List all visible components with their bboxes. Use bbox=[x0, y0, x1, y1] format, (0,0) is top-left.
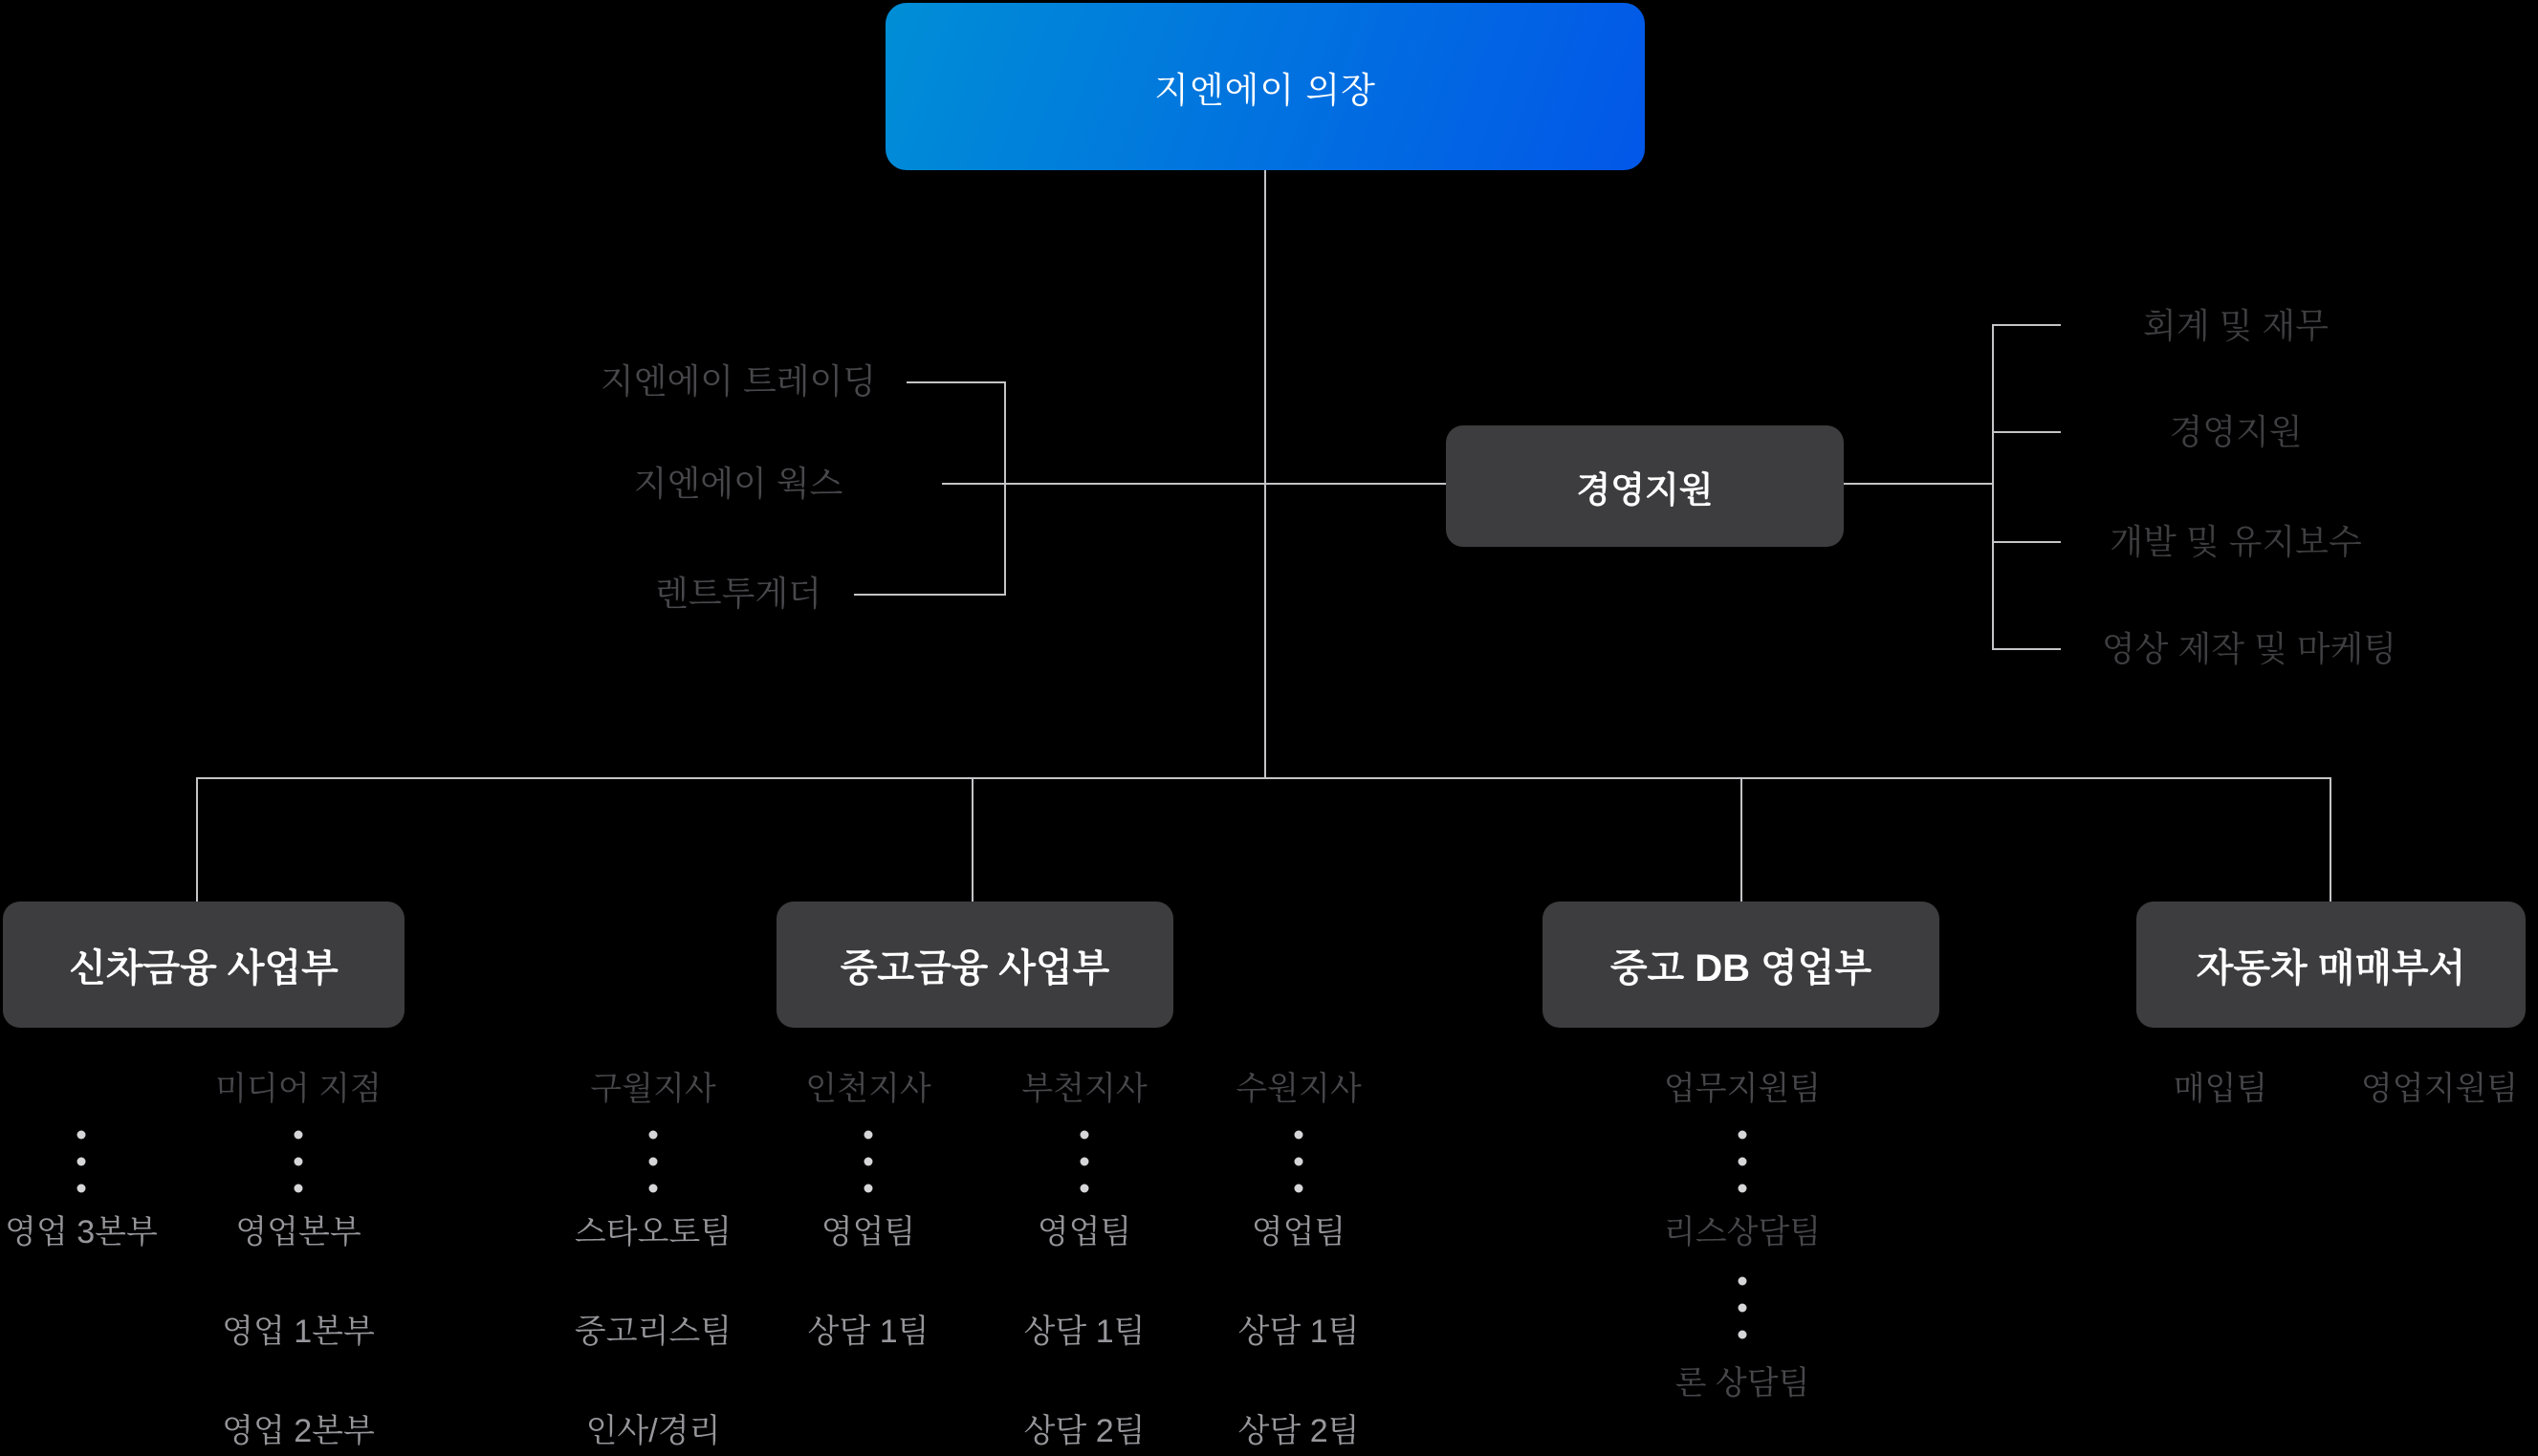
function-accounting-label: 회계 및 재무 bbox=[2143, 306, 2329, 345]
team-label: 영업팀 bbox=[1251, 1214, 1346, 1250]
division-used-db-sales-label: 중고 DB 영업부 bbox=[1609, 946, 1872, 989]
ellipsis-dots bbox=[295, 1131, 303, 1193]
team-biz-support-label: 업무지원팀 bbox=[1663, 1071, 1822, 1107]
team-label: 중고리스팀 bbox=[574, 1314, 733, 1350]
left-bracket-line bbox=[1004, 381, 1006, 596]
chairman-node[interactable] bbox=[886, 3, 1645, 170]
ellipsis-dots bbox=[864, 1131, 873, 1193]
team-label: 상담 1팀 bbox=[1023, 1314, 1146, 1350]
right-stub-1 bbox=[1992, 324, 2061, 326]
right-stub-4 bbox=[1992, 648, 2061, 650]
team-label: 영업본부 bbox=[235, 1214, 361, 1250]
drop-line-3 bbox=[1740, 777, 1742, 902]
branch-guwol-label: 구월지사 bbox=[590, 1071, 716, 1107]
chairman-label: 지엔에이 의장 bbox=[1154, 70, 1376, 110]
drop-line-4 bbox=[2330, 777, 2331, 902]
branch-bucheon-label: 부천지사 bbox=[1021, 1071, 1148, 1107]
mgmt-left-line bbox=[942, 483, 1448, 485]
trunk-line bbox=[1264, 170, 1266, 778]
branch-incheon-label: 인천지사 bbox=[805, 1071, 931, 1107]
team-label: 상담 1팀 bbox=[1237, 1314, 1360, 1350]
management-support-label: 경영지원 bbox=[1576, 469, 1714, 510]
team-label: 상담 1팀 bbox=[807, 1314, 930, 1350]
function-mgmt-support-label: 경영지원 bbox=[2169, 412, 2303, 451]
team-label: 상담 2팀 bbox=[1023, 1413, 1146, 1449]
right-bracket-line bbox=[1992, 324, 1994, 650]
team-label: 상담 2팀 bbox=[1237, 1413, 1360, 1449]
team-label: 영업팀 bbox=[820, 1214, 916, 1250]
division-used-finance-label: 중고금융 사업부 bbox=[840, 946, 1110, 989]
right-stub-3 bbox=[1992, 541, 2061, 543]
drop-line-2 bbox=[972, 777, 974, 902]
division-new-car-finance-node[interactable] bbox=[3, 902, 405, 1028]
mgmt-right-line bbox=[1844, 483, 1994, 485]
branch-suwon-label: 수원지사 bbox=[1236, 1071, 1362, 1107]
team-label: 스타오토팀 bbox=[574, 1214, 733, 1250]
division-new-car-finance-label: 신차금융 사업부 bbox=[69, 946, 339, 989]
team-label: 영업 2본부 bbox=[222, 1413, 375, 1449]
branch-media-label: 미디어 지점 bbox=[215, 1071, 382, 1107]
distribution-line bbox=[196, 777, 2331, 779]
team-label: 영업팀 bbox=[1037, 1214, 1132, 1250]
team-label: 영업 3본부 bbox=[5, 1214, 158, 1250]
function-dev-maintenance-label: 개발 및 유지보수 bbox=[2110, 522, 2362, 561]
drop-line-1 bbox=[196, 777, 198, 902]
division-used-db-sales-node[interactable] bbox=[1542, 902, 1939, 1028]
subsidiary-works-label: 지엔에이 웍스 bbox=[633, 464, 843, 503]
ellipsis-dots bbox=[1081, 1131, 1089, 1193]
division-car-trading-label: 자동차 매매부서 bbox=[2196, 946, 2466, 989]
ellipsis-dots bbox=[649, 1131, 658, 1193]
subsidiary-renttogether-label: 렌트투게더 bbox=[655, 574, 821, 613]
ellipsis-dots bbox=[1739, 1277, 1747, 1339]
ellipsis-dots bbox=[1739, 1131, 1747, 1193]
ellipsis-dots bbox=[1295, 1131, 1303, 1193]
subsidiary-trading-label: 지엔에이 트레이딩 bbox=[600, 361, 877, 401]
team-sales-support-label: 영업지원팀 bbox=[2360, 1071, 2519, 1107]
management-support-node[interactable] bbox=[1446, 425, 1844, 547]
division-used-finance-node[interactable] bbox=[777, 902, 1173, 1028]
left-stub-top bbox=[907, 381, 1004, 383]
ellipsis-dots bbox=[77, 1131, 86, 1193]
team-purchase-label: 매입팀 bbox=[2173, 1071, 2268, 1107]
team-label: 영업 1본부 bbox=[222, 1314, 375, 1350]
function-video-marketing-label: 영상 제작 및 마케팅 bbox=[2101, 629, 2397, 668]
right-stub-2 bbox=[1992, 431, 2061, 433]
team-lease-consult-label: 리스상담팀 bbox=[1663, 1214, 1822, 1250]
left-stub-bottom bbox=[854, 594, 1004, 596]
division-car-trading-node[interactable] bbox=[2136, 902, 2526, 1028]
team-loan-consult-label: 론 상담팀 bbox=[1674, 1365, 1810, 1402]
team-label: 인사/경리 bbox=[585, 1413, 721, 1449]
